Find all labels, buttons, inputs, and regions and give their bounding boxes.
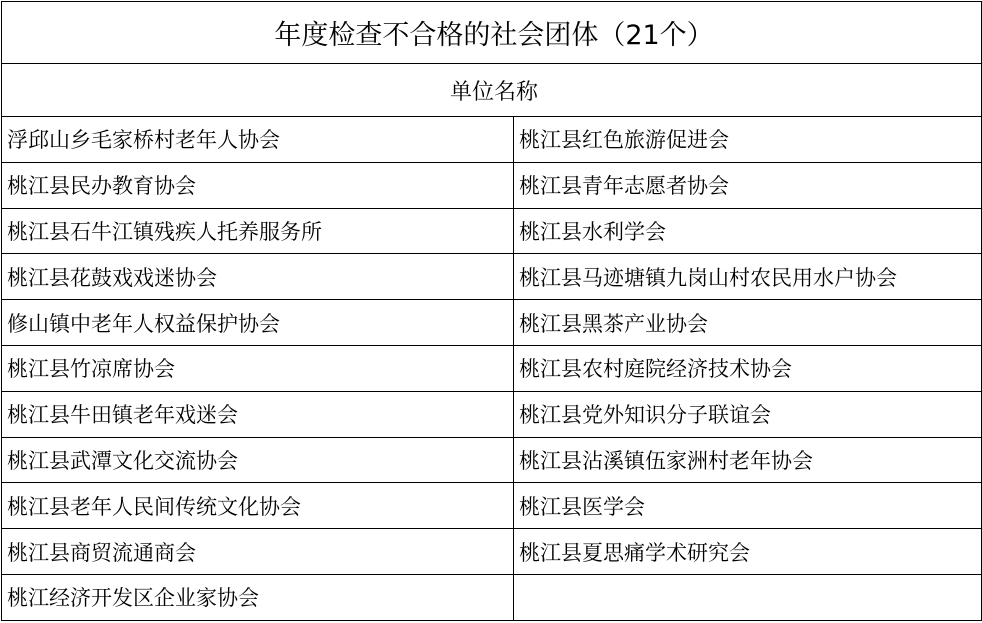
table-cell: 桃江县黑茶产业协会 — [514, 300, 982, 346]
table-row — [2, 483, 982, 529]
table-row — [2, 574, 982, 620]
table-row — [2, 437, 982, 483]
table-cell: 桃江县老年人民间传统文化协会 — [2, 483, 514, 529]
table-cell: 浮邱山乡毛家桥村老年人协会 — [2, 117, 514, 163]
column-header: 单位名称 — [2, 64, 982, 117]
table-row — [2, 117, 982, 163]
table-cell: 桃江县医学会 — [514, 483, 982, 529]
table-row — [2, 162, 982, 208]
table-cell: 桃江县农村庭院经济技术协会 — [514, 345, 982, 391]
table-cell: 桃江县党外知识分子联谊会 — [514, 391, 982, 437]
table-cell: 桃江县沾溪镇伍家洲村老年协会 — [514, 437, 982, 483]
table-cell: 桃江县红色旅游促进会 — [514, 117, 982, 163]
table-cell: 桃江县水利学会 — [514, 208, 982, 254]
table-cell: 桃江县花鼓戏戏迷协会 — [2, 254, 514, 300]
table-row — [2, 391, 982, 437]
title-row — [2, 2, 982, 64]
table-cell: 桃江县马迹塘镇九岗山村农民用水户协会 — [514, 254, 982, 300]
table-cell: 修山镇中老年人权益保护协会 — [2, 300, 514, 346]
table-cell: 桃江县商贸流通商会 — [2, 529, 514, 575]
table-cell: 桃江县竹凉席协会 — [2, 345, 514, 391]
table-row — [2, 300, 982, 346]
table-cell: 桃江经济开发区企业家协会 — [2, 574, 514, 620]
table-cell: 桃江县青年志愿者协会 — [514, 162, 982, 208]
table-cell: 桃江县牛田镇老年戏迷会 — [2, 391, 514, 437]
table-row — [2, 254, 982, 300]
table-row — [2, 208, 982, 254]
table-row — [2, 345, 982, 391]
organizations-table — [1, 1, 982, 621]
table-cell: 桃江县夏思痛学术研究会 — [514, 529, 982, 575]
table-cell: 桃江县石牛江镇残疾人托养服务所 — [2, 208, 514, 254]
header-row — [2, 64, 982, 117]
table-cell-empty — [514, 574, 982, 620]
table-cell: 桃江县武潭文化交流协会 — [2, 437, 514, 483]
table-title: 年度检查不合格的社会团体（21个） — [2, 2, 982, 64]
table-row — [2, 529, 982, 575]
table-cell: 桃江县民办教育协会 — [2, 162, 514, 208]
